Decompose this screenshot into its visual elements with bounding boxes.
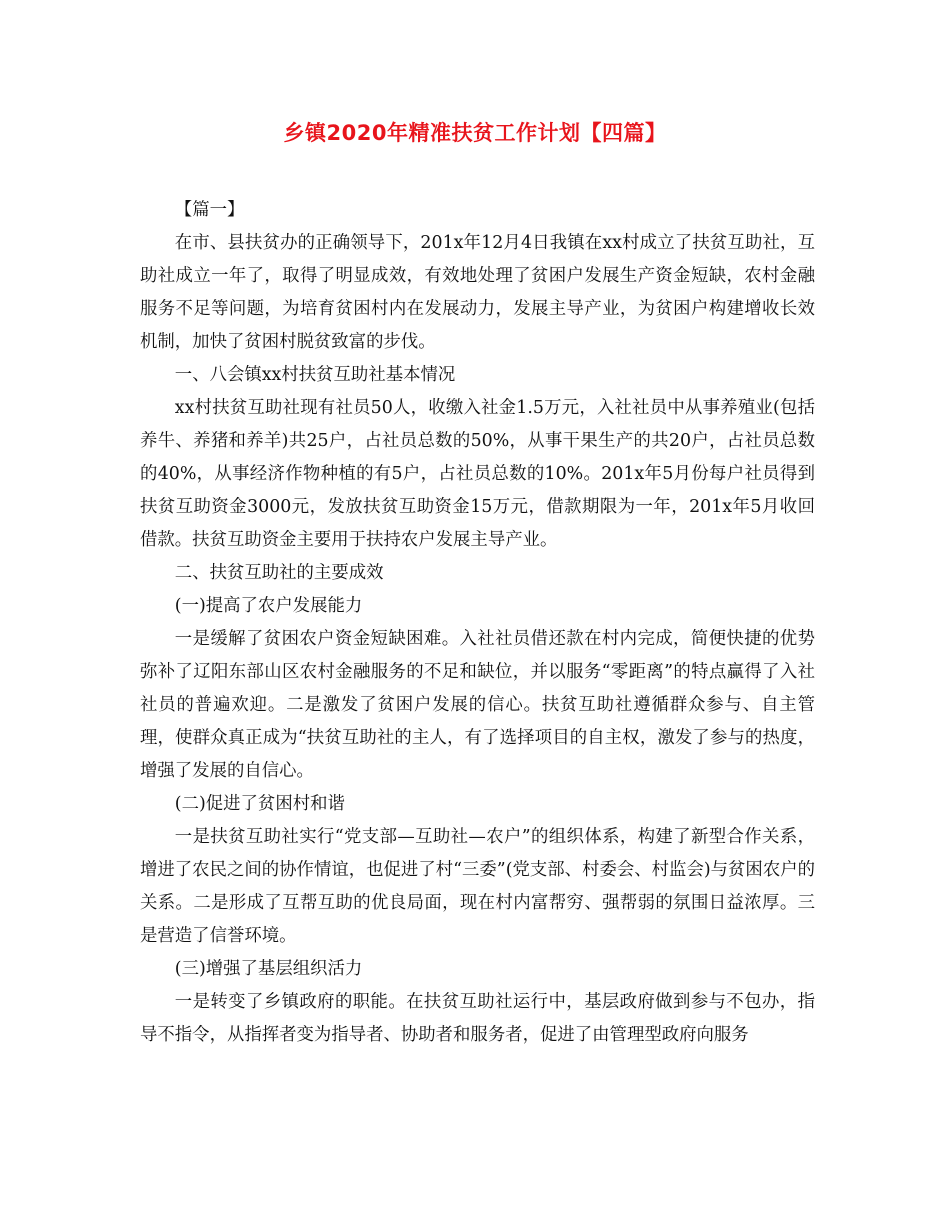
section-heading: 二、扶贫互助社的主要成效	[174, 563, 384, 583]
subsection-heading: (二)促进了贫困村和谐	[174, 794, 345, 814]
section-heading: 一、八会镇xx村扶贫互助社基本情况	[174, 365, 456, 385]
paragraph: 一是缓解了贫困农户资金短缺困难。入社社员借还款在村内完成，简便快捷的优势弥补了辽阳东部山区农村金融服务的不足和缺位，并以服务“零距离”的特点赢得了入社社员的普遍欢迎。二是激发了贫困户发展的信心。扶贫互助社遵循群众参与、自主管理，使群众真正成为“扶贫互助社的主人，有了选择项目的自主权，激发了参与的热度，增强了发展的自信心。	[140, 629, 815, 781]
section-heading: 【篇一】	[174, 200, 245, 220]
document-title: 乡镇2020年精准扶贫工作计划【四篇】	[283, 121, 667, 145]
paragraph: 一是扶贫互助社实行“党支部—互助社—农户”的组织体系，构建了新型合作关系，增进了农民之间的协作情谊，也促进了村“三委”(党支部、村委会、村监会)与贫困农户的关系。二是形成了互帮互助的优良局面，现在村内富帮穷、强帮弱的氛围日益浓厚。三是营造了信誉环境。	[140, 827, 815, 946]
document-body	[140, 194, 815, 1052]
subsection-heading: (一)提高了农户发展能力	[174, 596, 363, 616]
paragraph: xx村扶贫互助社现有社员50人，收缴入社金1.5万元，入社社员中从事养殖业(包括养牛、养猪和养羊)共25户，占社员总数的50%，从事干果生产的共20户，占社员总数的40%，从事经济作物种植的有5户，占社员总数的10%。201x年5月份每户社员得到扶贫互助资金3000元，发放扶贫互助资金15万元，借款期限为一年，201x年5月收回借款。扶贫互助资金主要用于扶持农户发展主导产业。	[140, 398, 815, 550]
paragraph: 一是转变了乡镇政府的职能。在扶贫互助社运行中，基层政府做到参与不包办，指导不指令，从指挥者变为指导者、协助者和服务者，促进了由管理型政府向服务	[140, 992, 815, 1045]
subsection-heading: (三)增强了基层组织活力	[174, 959, 363, 979]
paragraph: 在市、县扶贫办的正确领导下，201x年12月4日我镇在xx村成立了扶贫互助社，互助社成立一年了，取得了明显成效，有效地处理了贫困户发展生产资金短缺，农村金融服务不足等问题，为培育贫困村内在发展动力，发展主导产业，为贫困户构建增收长效机制，加快了贫困村脱贫致富的步伐。	[140, 233, 815, 352]
